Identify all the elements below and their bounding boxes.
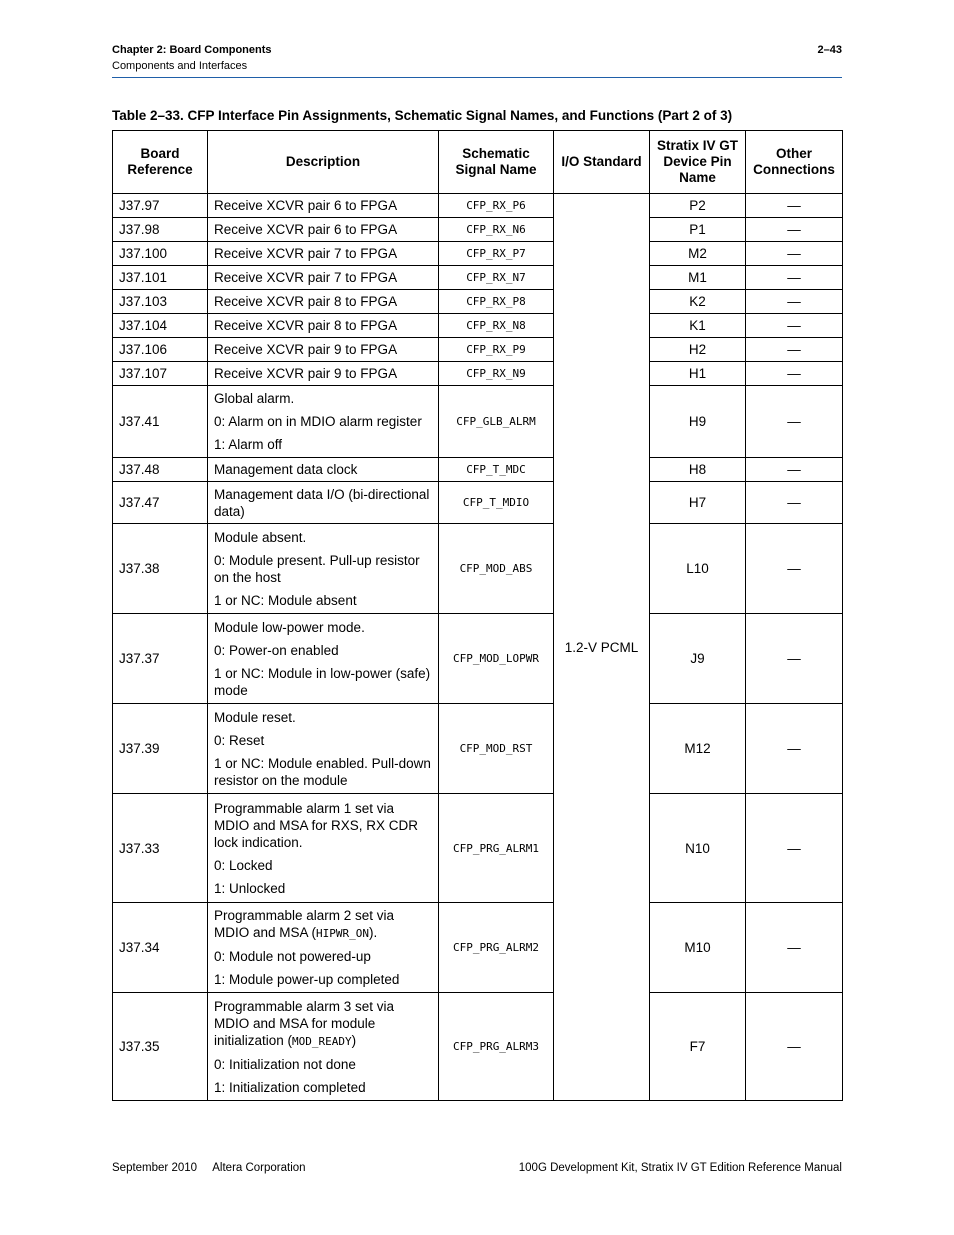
- footer-date: September 2010: [112, 1162, 198, 1174]
- table-row: [113, 314, 843, 338]
- signal-name-cell: CFP_RX_N7: [439, 266, 554, 290]
- column-header-signal-name: Schematic Signal Name: [439, 131, 554, 194]
- description-line: Receive XCVR pair 7 to FPGA: [214, 270, 398, 285]
- pin-name-cell: L10: [650, 524, 746, 614]
- description-cell: [208, 242, 439, 266]
- column-header-other-connections: Other Connections: [746, 131, 843, 194]
- description-line: Receive XCVR pair 8 to FPGA: [214, 318, 398, 333]
- description-line: 0: Module not powered-up: [214, 949, 371, 964]
- other-connections-cell: —: [746, 704, 843, 794]
- column-header-pin-name: Stratix IV GT Device Pin Name: [650, 131, 746, 194]
- board-reference-cell: J37.98: [113, 218, 208, 242]
- other-connections-cell: —: [746, 194, 843, 218]
- board-reference-cell: J37.41: [113, 386, 208, 458]
- board-reference-cell: J37.47: [113, 482, 208, 524]
- footer-manual-title: 100G Development Kit, Stratix IV GT Edition Reference Manual: [518, 1162, 842, 1174]
- description-cell: [208, 993, 439, 1101]
- pin-name-cell: P2: [650, 194, 746, 218]
- pin-name-cell: N10: [650, 794, 746, 903]
- description-line: Receive XCVR pair 9 to FPGA: [214, 342, 398, 357]
- footer-left: [112, 1162, 306, 1174]
- description-line: 1 or NC: Module absent: [214, 592, 357, 608]
- chapter-title: Chapter 2: Board Components: [112, 44, 272, 56]
- table-row: [113, 242, 843, 266]
- description-cell: [208, 290, 439, 314]
- description-cell: [208, 704, 439, 794]
- column-header-io-standard: I/O Standard: [554, 131, 650, 194]
- section-title: Components and Interfaces: [112, 60, 248, 72]
- pin-name-cell: P1: [650, 218, 746, 242]
- description-cell: [208, 482, 439, 524]
- signal-name-cell: CFP_RX_P9: [439, 338, 554, 362]
- signal-name-cell: CFP_MOD_RST: [439, 704, 554, 794]
- other-connections-cell: —: [746, 338, 843, 362]
- table-row: [113, 218, 843, 242]
- table-header-row: [113, 131, 843, 194]
- running-header: [112, 42, 272, 74]
- description-line: Programmable alarm 1 set via MDIO and MSA for RXS, RX CDR lock indication.: [214, 800, 419, 850]
- signal-name-cell: CFP_RX_P8: [439, 290, 554, 314]
- other-connections-cell: —: [746, 218, 843, 242]
- board-reference-cell: J37.34: [113, 903, 208, 993]
- pin-name-cell: H1: [650, 362, 746, 386]
- column-header-board-reference: Board Reference: [113, 131, 208, 194]
- signal-name-cell: CFP_RX_P7: [439, 242, 554, 266]
- other-connections-cell: —: [746, 314, 843, 338]
- board-reference-cell: J37.101: [113, 266, 208, 290]
- description-line: Programmable alarm 3 set via MDIO and MSA for module initialization (MOD_READY): [214, 998, 395, 1048]
- table-row: [113, 338, 843, 362]
- other-connections-cell: —: [746, 362, 843, 386]
- description-line: Receive XCVR pair 8 to FPGA: [214, 294, 398, 309]
- description-cell: [208, 903, 439, 993]
- table-row: [113, 524, 843, 614]
- description-cell: [208, 794, 439, 903]
- table-row: [113, 704, 843, 794]
- table-row: [113, 903, 843, 993]
- description-line: Receive XCVR pair 6 to FPGA: [214, 198, 398, 213]
- page-number: 2–43: [817, 44, 842, 56]
- description-cell: [208, 218, 439, 242]
- description-line: Module absent.: [214, 529, 307, 545]
- description-cell: [208, 386, 439, 458]
- pin-assignment-table: [112, 130, 843, 1101]
- table-row: [113, 614, 843, 704]
- pin-name-cell: K2: [650, 290, 746, 314]
- io-standard-cell: 1.2-V PCML: [554, 194, 650, 1101]
- table-row: [113, 362, 843, 386]
- description-line: 1: Alarm off: [214, 437, 283, 452]
- board-reference-cell: J37.100: [113, 242, 208, 266]
- pin-name-cell: H9: [650, 386, 746, 458]
- description-line: 1: Unlocked: [214, 880, 286, 896]
- other-connections-cell: —: [746, 993, 843, 1101]
- description-line: Programmable alarm 2 set via MDIO and MSA (HIPWR_ON).: [214, 908, 395, 940]
- table-row: [113, 194, 843, 218]
- other-connections-cell: —: [746, 458, 843, 482]
- description-line: Receive XCVR pair 7 to FPGA: [214, 246, 398, 261]
- description-cell: [208, 314, 439, 338]
- description-line: 0: Initialization not done: [214, 1056, 356, 1072]
- description-line: Receive XCVR pair 9 to FPGA: [214, 366, 398, 381]
- pin-name-cell: H8: [650, 458, 746, 482]
- other-connections-cell: —: [746, 242, 843, 266]
- signal-name-cell: CFP_PRG_ALRM3: [439, 993, 554, 1101]
- other-connections-cell: —: [746, 482, 843, 524]
- description-cell: [208, 194, 439, 218]
- board-reference-cell: J37.97: [113, 194, 208, 218]
- description-line: 1: Initialization completed: [214, 1079, 366, 1095]
- description-cell: [208, 614, 439, 704]
- description-line: 1 or NC: Module in low-power (safe) mode: [214, 665, 431, 698]
- description-line: 1: Module power-up completed: [214, 972, 400, 987]
- board-reference-cell: J37.104: [113, 314, 208, 338]
- pin-name-cell: M2: [650, 242, 746, 266]
- description-cell: [208, 458, 439, 482]
- table-caption: Table 2–33. CFP Interface Pin Assignments, Schematic Signal Names, and Functions (Part 2 of 3): [112, 108, 733, 123]
- signal-name-cell: CFP_GLB_ALRM: [439, 386, 554, 458]
- header-rule: [112, 77, 842, 78]
- table-row: [113, 794, 843, 903]
- table-row: [113, 266, 843, 290]
- board-reference-cell: J37.106: [113, 338, 208, 362]
- board-reference-cell: J37.33: [113, 794, 208, 903]
- pin-name-cell: H7: [650, 482, 746, 524]
- signal-name-cell: CFP_RX_P6: [439, 194, 554, 218]
- description-line: 0: Reset: [214, 732, 265, 748]
- pin-name-cell: K1: [650, 314, 746, 338]
- description-line: 0: Module present. Pull-up resistor on the host: [214, 552, 420, 585]
- pin-name-cell: M10: [650, 903, 746, 993]
- other-connections-cell: —: [746, 266, 843, 290]
- description-line: Management data clock: [214, 462, 358, 477]
- table-row: [113, 482, 843, 524]
- signal-name-cell: CFP_RX_N8: [439, 314, 554, 338]
- pin-name-cell: F7: [650, 993, 746, 1101]
- table-row: [113, 290, 843, 314]
- footer-company: Altera Corporation: [212, 1162, 306, 1174]
- other-connections-cell: —: [746, 290, 843, 314]
- inline-signal-name: MOD_READY: [292, 1034, 352, 1048]
- table-body: [113, 194, 843, 1101]
- signal-name-cell: CFP_PRG_ALRM1: [439, 794, 554, 903]
- description-line: Management data I/O (bi-directional data): [214, 486, 430, 519]
- description-line: 0: Locked: [214, 857, 273, 873]
- signal-name-cell: CFP_RX_N9: [439, 362, 554, 386]
- other-connections-cell: —: [746, 794, 843, 903]
- signal-name-cell: CFP_T_MDC: [439, 458, 554, 482]
- pin-name-cell: M1: [650, 266, 746, 290]
- board-reference-cell: J37.37: [113, 614, 208, 704]
- description-cell: [208, 338, 439, 362]
- board-reference-cell: J37.39: [113, 704, 208, 794]
- other-connections-cell: —: [746, 386, 843, 458]
- other-connections-cell: —: [746, 903, 843, 993]
- description-line: 1 or NC: Module enabled. Pull-down resistor on the module: [214, 755, 431, 788]
- description-cell: [208, 362, 439, 386]
- description-line: Module reset.: [214, 709, 296, 725]
- table-row: [113, 458, 843, 482]
- table-row: [113, 386, 843, 458]
- description-line: 0: Alarm on in MDIO alarm register: [214, 414, 422, 429]
- pin-name-cell: J9: [650, 614, 746, 704]
- other-connections-cell: —: [746, 614, 843, 704]
- board-reference-cell: J37.107: [113, 362, 208, 386]
- board-reference-cell: J37.35: [113, 993, 208, 1101]
- pin-name-cell: M12: [650, 704, 746, 794]
- inline-signal-name: HIPWR_ON: [316, 927, 370, 940]
- signal-name-cell: CFP_MOD_ABS: [439, 524, 554, 614]
- description-line: Module low-power mode.: [214, 619, 365, 635]
- signal-name-cell: CFP_T_MDIO: [439, 482, 554, 524]
- description-line: 0: Power-on enabled: [214, 642, 339, 658]
- description-line: Global alarm.: [214, 391, 295, 406]
- signal-name-cell: CFP_MOD_LOPWR: [439, 614, 554, 704]
- column-header-description: Description: [208, 131, 439, 194]
- board-reference-cell: J37.48: [113, 458, 208, 482]
- signal-name-cell: CFP_RX_N6: [439, 218, 554, 242]
- pin-name-cell: H2: [650, 338, 746, 362]
- board-reference-cell: J37.103: [113, 290, 208, 314]
- signal-name-cell: CFP_PRG_ALRM2: [439, 903, 554, 993]
- description-cell: [208, 266, 439, 290]
- board-reference-cell: J37.38: [113, 524, 208, 614]
- description-line: Receive XCVR pair 6 to FPGA: [214, 222, 398, 237]
- description-cell: [208, 524, 439, 614]
- table-row: [113, 993, 843, 1101]
- other-connections-cell: —: [746, 524, 843, 614]
